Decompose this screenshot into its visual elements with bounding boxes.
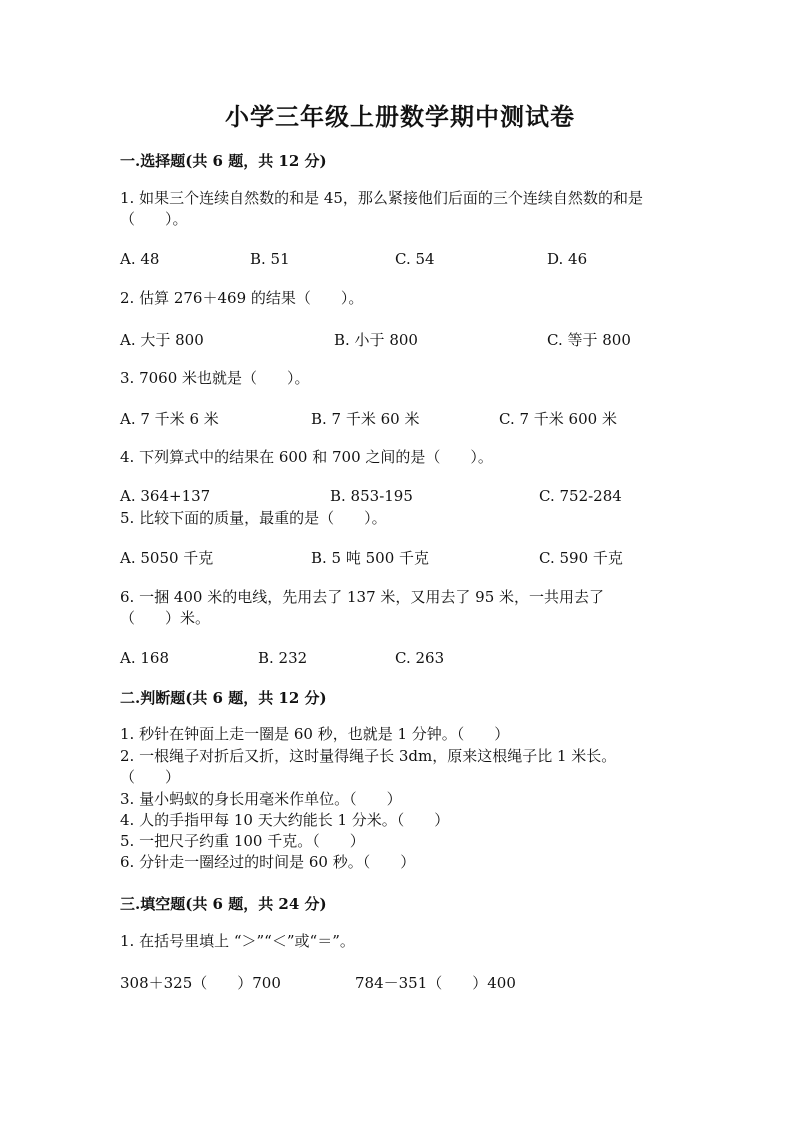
option-a: A. 7 千米 6 米	[120, 410, 219, 428]
option-a: A. 大于 800	[120, 331, 204, 349]
option-a: A. 168	[120, 649, 169, 667]
option-a: A. 5050 千克	[120, 549, 214, 567]
question-text: 4. 下列算式中的结果在 600 和 700 之间的是（ ）。	[120, 448, 493, 466]
option-c: C. 590 千克	[539, 549, 623, 567]
question-text: 3. 7060 米也就是（ ）。	[120, 369, 310, 387]
judge-item-continued: （ ）	[120, 768, 181, 786]
option-b: B. 5 吨 500 千克	[311, 549, 430, 567]
option-c: C. 等于 800	[547, 331, 631, 349]
option-b: B. 小于 800	[334, 331, 418, 349]
option-c: C. 54	[395, 250, 435, 268]
section-heading-choice: 一.选择题(共 6 题，共 12 分)	[120, 152, 327, 170]
option-c: C. 263	[395, 649, 445, 667]
question-text: 1. 如果三个连续自然数的和是 45，那么紧接他们后面的三个连续自然数的和是	[120, 189, 643, 207]
question-text: 2. 估算 276＋469 的结果（ ）。	[120, 289, 364, 307]
option-a: A. 48	[120, 250, 160, 268]
question-text-continued: （ ）。	[120, 210, 188, 228]
option-b: B. 853-195	[330, 487, 413, 505]
comparison-expression: 784－351（ ）400	[355, 974, 516, 992]
option-b: B. 232	[258, 649, 308, 667]
option-a: A. 364+137	[120, 487, 211, 505]
judge-item: 4. 人的手指甲每 10 天大约能长 1 分米。（ ）	[120, 811, 450, 829]
judge-item: 1. 秒针在钟面上走一圈是 60 秒，也就是 1 分钟。（ ）	[120, 725, 510, 743]
judge-item: 3. 量小蚂蚁的身长用毫米作单位。（ ）	[120, 790, 402, 808]
judge-item: 2. 一根绳子对折后又折，这时量得绳子长 3dm，原来这根绳子比 1 米长。	[120, 747, 617, 765]
option-c: C. 752-284	[539, 487, 622, 505]
page-title: 小学三年级上册数学期中测试卷	[225, 102, 575, 131]
question-text: 5. 比较下面的质量，最重的是（ ）。	[120, 509, 387, 527]
option-c: C. 7 千米 600 米	[499, 410, 617, 428]
option-d: D. 46	[547, 250, 588, 268]
section-heading-judge: 二.判断题(共 6 题，共 12 分)	[120, 689, 327, 707]
option-b: B. 51	[250, 250, 290, 268]
section-heading-fill: 三.填空题(共 6 题，共 24 分)	[120, 895, 327, 913]
comparison-expression: 308＋325（ ）700	[120, 974, 281, 992]
option-b: B. 7 千米 60 米	[311, 410, 420, 428]
question-text: 6. 一捆 400 米的电线，先用去了 137 米，又用去了 95 米，一共用去了	[120, 588, 605, 606]
question-text: 1. 在括号里填上 “＞”“＜”或“＝”。	[120, 932, 355, 950]
question-text-continued: （ ）米。	[120, 609, 211, 627]
judge-item: 6. 分针走一圈经过的时间是 60 秒。（ ）	[120, 853, 416, 871]
judge-item: 5. 一把尺子约重 100 千克。（ ）	[120, 832, 365, 850]
